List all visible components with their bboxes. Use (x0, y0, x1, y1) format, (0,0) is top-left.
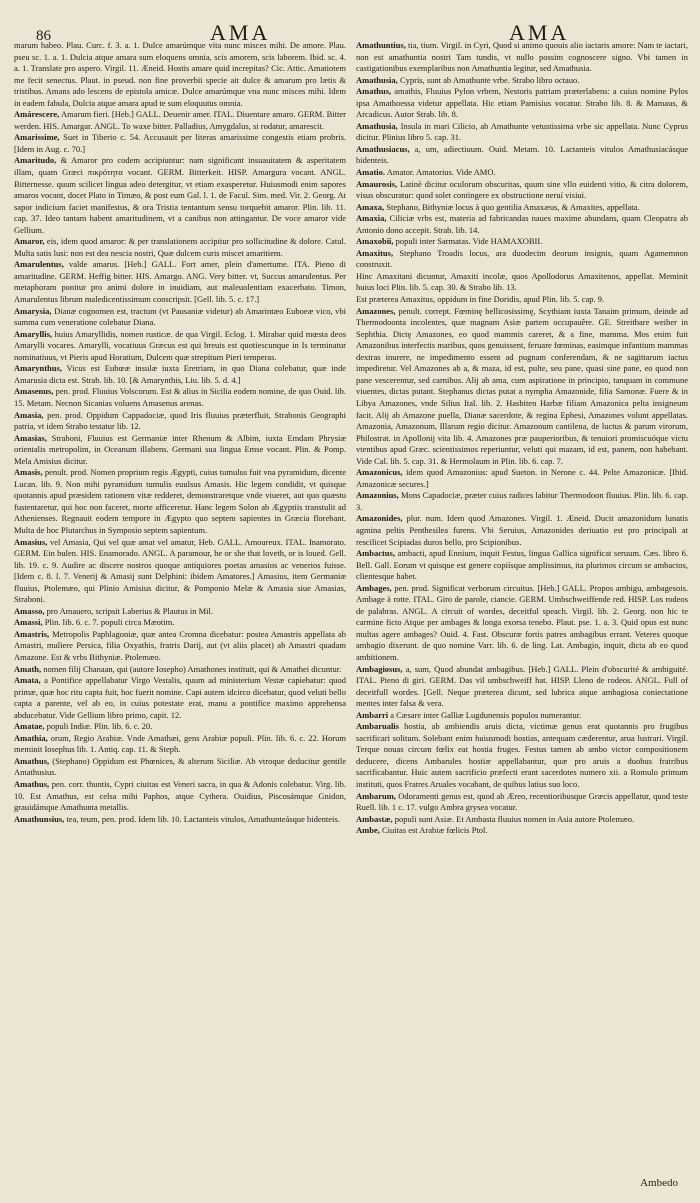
entry-headword: Amarysia, (14, 305, 52, 316)
dictionary-entry (14, 467, 346, 536)
entry-text: populi Indiæ. Plin. lib. 6. c. 20. (46, 721, 153, 732)
running-headword-right: AMA (509, 20, 570, 45)
entry-text: Cypris, sunt ab Amathunte vrbe. Strabo libro octauo. (399, 74, 580, 85)
entry-text: Dianæ cognomen est, tractum (vt Pausaniæ videtur) ab Amarintæo Euboeæ vico, vbi summa cum veneratione colebatur Diana. (14, 305, 346, 328)
dictionary-entry (356, 294, 688, 306)
entry-headword: Amathusiacus, (356, 143, 410, 154)
dictionary-entry (356, 721, 688, 790)
dictionary-entry (356, 664, 688, 710)
dictionary-entry (356, 213, 688, 236)
entry-headword: Ambages, (356, 582, 392, 593)
entry-headword: Amasenus, (14, 386, 54, 397)
entry-headword: Amasis, (14, 467, 43, 478)
dictionary-entry (14, 779, 346, 814)
dictionary-entry (14, 306, 346, 329)
running-headword-left: AMA (210, 20, 271, 45)
entry-text: Odoramenti genus est, quod ab Æreo, recentioribusque Græcis appellatur, quod teste Ruell. lib. 1 c. 17. vulgo Ambra grysea vocatur. (356, 790, 688, 813)
entry-headword: Amastris, (14, 628, 50, 639)
entry-headword: Amasso, (14, 605, 45, 616)
entry-text: (Stephano) Oppidum est Phœnices, & alterum Siciliæ. Ab vtroque deducitur gentile Amathusius. (14, 755, 346, 778)
entry-headword: Ambagiosus, (356, 663, 403, 674)
entry-headword: Amath, (14, 663, 42, 674)
entry-headword: Amaxa, (356, 201, 385, 212)
dictionary-entry (356, 490, 688, 513)
dictionary-entry (356, 306, 688, 468)
entry-text: a, sum, Quod abundat ambagibus. [Heb.] GALL. Plein d'obscurité & ambiguité. ITAL. Pieno di giri. GERM. Das vil umbschweiff hat. HISP. Lleno de rodeos. ANGL. Full of deceitfull wordes. [Gell. Neque præterea dicunt, sed lubrica atque ambagiosa coniectatione mentes inter falsa & vera. (356, 663, 688, 709)
entry-text: Insula in mari Cilicio, ab Amathunte vetustissima vrbe sic appellata. Nunc Cyprus dicitur. Plinius libro 5. cap. 31. (356, 120, 688, 143)
entry-text: a, um, adiectiuum. Ouid. Metam. 10. Lactanteis vitulos Amathusiacásque bidenteis. (356, 143, 688, 166)
entry-headword: Amathus, (356, 86, 392, 97)
dictionary-entry (14, 675, 346, 721)
dictionary-entry (14, 433, 346, 468)
entry-headword: Amathia, (14, 732, 48, 743)
entry-headword: Amaritudo, (14, 155, 57, 166)
entry-headword: Amathusia, (356, 120, 398, 131)
entry-headword: Amaror, (14, 236, 45, 247)
dictionary-entry (356, 583, 688, 664)
entry-text: pen. prod. Oppidum Cappadociæ, quod Iris fluuius præterfluit, Strabonis Geographi patria, vt idem Strabo testatur lib. 12. (14, 409, 346, 432)
entry-headword: Amaxobii, (356, 236, 394, 247)
entry-text: Metropolis Paphlagoniæ, quæ antea Cromna dicebatur: postea Amastris appellata ab Amastri, muliere Persica, filia Oxyathis, fratris Darij, aut (vt aliis placet) ab Amastri quadam Amazone. Est & vrbs Bithyniæ. Ptolemæo. (14, 628, 346, 662)
entry-text: Stephano Troadis locus, ara duodecim deorum insignis, quam Agamemnon construxit. (356, 247, 688, 270)
entry-headword: Ambastæ, (356, 813, 393, 824)
dictionary-entry (14, 410, 346, 433)
entry-headword: Amarissime, (14, 132, 60, 143)
entry-headword: Amathus, (14, 779, 50, 789)
entry-headword: Amasias, (14, 432, 47, 443)
dictionary-entry (356, 75, 688, 87)
dictionary-entry (356, 121, 688, 144)
dictionary-entry (14, 664, 346, 676)
entry-headword: Amata, (14, 675, 41, 686)
entry-headword: Amaxia, (356, 213, 387, 224)
entry-text: eis, idem quod amaror: & per translationem accipitur pro sollicitudine & dolore. Catul. Multa satis lusi: non est dea nescia nostri, Quæ dulcem curis miscet amaritiem. (14, 236, 346, 258)
entry-text: Vicus est Eubœæ insulæ iuxta Eretriam, in quo Diana colebatur, quæ inde Amarusia dicta est. Strab. lib. 10. [& Amarynthis, Liu. lib. 5. d. 4.] (14, 363, 346, 385)
entry-text: amathis, Fluuius Pylon vrbem, Nestoris patriam præterlabens: a cuius nomine Pylos ipsa Amathoessa videtur appellata. Hic etiam Pamisius vocatur. Strabo lib. 8. & Mamaus, & Arcadicus. Autor Strab. lib. 8. (356, 86, 688, 120)
entry-headword: Amathus, (14, 755, 50, 766)
entry-headword: Amathuntius, (356, 40, 406, 50)
entry-headword: Ambactus, (356, 548, 395, 559)
dictionary-entry (356, 202, 688, 214)
entry-text: pen. prod. Fluuius Volscorum. Est & alius in Sicilia eodem nomine, de quo Ouid. lib. 15. Metam. Necnon Sicanias voluens Amasenus arenas. (14, 386, 346, 408)
dictionary-entry (14, 155, 346, 236)
entry-text: populi inter Sarmatas. Vide HAMAXOBII. (395, 236, 543, 247)
dictionary-entry (356, 179, 688, 202)
dictionary-entry (14, 363, 346, 386)
entry-headword: Amazones, (356, 305, 396, 316)
dictionary-entry (14, 109, 346, 132)
entry-text: marum habeo. Plau. Curc. f. 3. a. 1. Dulce amarúmque vita nunc misces mihi. De amore. Plau. pseu sc. 1. a. 1. Dulcia atque amara sum eloquens omnia, scis amorem, scis laborem. Ibid. sc. 4. a. 1. Translate pro aspero. Virgil. 11. Æneid. Hostis amare quid increpitas? Cic. Attic. Amatiotem me fecit senectus. Plaut. in pseud. non fine proverbii specie ait dulce & amarum pro lætis & tristibus. Amans ado lescens de epistola amicæ. Dulce amarúmque vna nunc misces mihi. Idem in eadem fabula, Dulcia atque amara apud te sum eloquutus omnia. (14, 40, 346, 108)
entry-text: valde amarus. [Heb.] GALL. Fort amer, plein d'amertume. ITA. Pieno di amaritudine. GERM. Heffig bitter. HIS. Amargo. ANG. Very bitter. vt, Succus amarulentus. Per metaphoram ponitur pro animi dolore in inuidiam, aut maleuolentiam exacerbato. Timon, Amarulentus librum maledicentissimum conscripsit. [Gell. lib. 5. c. 17.] (14, 259, 346, 305)
entry-headword: Ambarri (356, 709, 389, 720)
entry-headword: Ambarualis (356, 721, 399, 732)
entry-text: Latinè dicitur oculorum obscuritas, quum sine vllo euidenti vitio, & citra dolorem, visus obscuratur: quod solet contingere ex obstructione neruí visiui. (356, 178, 688, 201)
entry-text: Ciliciæ vrbs est, materia ad fabricandas naues maxime abundans, quam Cleopatra ab Antonio dono accepit. Strab. lib. 14. (356, 213, 688, 235)
entry-text: pro Amauero, scripsit Laberius & Plautus in Mil. (46, 605, 214, 616)
dictionary-entry (356, 167, 688, 179)
dictionary-entry (14, 40, 346, 109)
entry-text: Ciuitas est Arabiæ fœlicis Ptol. (381, 825, 488, 836)
dictionary-entry (356, 467, 688, 490)
entry-headword: Ambarum, (356, 790, 396, 801)
dictionary-entry (14, 733, 346, 756)
entry-text: tea, teum, pen. prod. Idem lib. 10. Lactanteis vitulos, Amathunteásque bidenteis. (66, 813, 340, 824)
entry-headword: Amatio. (356, 167, 386, 178)
entry-text: plur. num. Idem quod Amazones. Virgil. 1. Æneid. Ducit amazonidum lunatis agmina peltis Penthesilea furens. Vbi Seruius, Amazonides deriuatio est pro principali at rescilicet Scipiadas duros bello, pro Scipionibus. (356, 513, 688, 547)
dictionary-entry (14, 132, 346, 155)
dictionary-entry (14, 756, 346, 779)
entry-headword: Amarulentus, (14, 259, 64, 270)
entry-headword: Amatae, (14, 721, 45, 732)
entry-text: Straboni, Fluuius est Germaniæ inter Rhenum & Albim, iuxta Emdam Phrysiæ orientalis metropolim, in Oceanum illabens. Germani sua lingua Emse vocant. Plin. & Pomp. Mela Amisius dicitur. (14, 432, 346, 466)
dictionary-entry (356, 791, 688, 814)
page-number: 86 (36, 28, 51, 44)
entry-headword: Amaxitus, (356, 247, 394, 258)
entry-text: a Pontifice appellabatur Virgo Vestalis, quum ad ministerium Vestæ capiebatur: quod primæ, quæ hoc ritu capta fuit, hoc fuerit nomine. Capi autem idcirco dicebatur, quod veluti bello capta a parente, vel ab eo, in cuius potestate erat, manu a pontifice maximo apprehensa abducebatur. Vide Gellium libro primo, capit. 12. (14, 675, 346, 720)
dictionary-entry (356, 271, 688, 294)
entry-headword: Amathunsius, (14, 813, 65, 824)
dictionary-entry (14, 236, 346, 259)
dictionary-entry (14, 386, 346, 409)
entry-text: Amarum fieri. [Heb.] GALL. Deuenir amer. ITAL. Diuentare amaro. GERM. Bitter werden. HIS. Amargar. ANGL. To waxe bitter. Palladius, Amygdalus, si rodatur, amarescit. (14, 109, 346, 131)
entry-text: hostia, ab ambiendis aruis dicta, victimæ genus erat quotannis pro frugibus sacrificari solitum. Solebant enim huiusmodi hostias, antequam cæderentur, arua lustrari. Virgil. Terque nouas circum fœlix eat hostia fruges. Festus tamen ab ambo victor compositionem deducere, dicens Ambarules hostiæ appellabantur, quæ pro aruis a duobus fratribus sacrificabantur. Huic autem sacrificio præfecti erant sacerdotes numero xii. a Romulo primum instituti, quos Fratres Aruales vocabant, de quibus latius suo loco. (356, 721, 688, 789)
entry-headword: Amarynthus, (14, 363, 62, 374)
entry-text: Mons Capadociæ, præter cuius radices labitur Thermodoon fluuius. Plin. lib. 6. cap. 3. (356, 490, 688, 512)
dictionary-entry (14, 721, 346, 733)
dictionary-entry (14, 617, 346, 629)
entry-headword: Ambe, (356, 825, 380, 836)
catchword: Ambedo (640, 1177, 678, 1189)
dictionary-entry (356, 710, 688, 722)
entry-headword: Amaurosis, (356, 178, 398, 189)
entry-headword: Amárescere, (14, 109, 60, 120)
entry-text: Stephano, Bithyniæ locus à quo gentilia Amaxæus, & Amaxites, appellata. (386, 201, 640, 212)
entry-headword: Amaryllis, (14, 328, 53, 339)
entry-text: a Cæsare inter Galliæ Lugdunensis populos numerantur. (390, 709, 582, 720)
entry-headword: Amasius, (14, 536, 48, 547)
entry-text: penult. prod. Nomen proprium regis Ægypti, cuius tumulus fuit vna pyramidum, dicente Lucan. lib. 9. Non mihi pyramidum tumulis euulsus Amasis. Hic legem condidit, vt quisque quotannis apud præsidem rationem vitæ redderet, demonstraretque vnde viueret, aut quo quæstu fustentaretur, qui hoc non faceret, morte afficeretur. Hanc legem Solon ab Ægyptiis transtulit ad Athenienses. Regnauit eodem tempore in Ægypto quo septem sapientes in Græcia florebant. Multa de hoc Plutarchus in Symposio septem sapientum. (14, 467, 346, 535)
dictionary-entry (356, 513, 688, 548)
entry-text: populi sunt Asiæ. Et Ambasta fluuius nomen in Asia autore Ptolemæo. (394, 813, 635, 824)
entry-text: huius Amaryllidis, nomen rusticæ. de qua Virgil. Eclog. 1. Mirabar quid mœsta deos Amarylli vocares. Amarylli, vocatiuus Græcus est qui breuis est quotiescunque in Is terminatur nominatiuus, vt Pieris apud Horatium, Dulcem quæ strepitum Pieri temperas. (14, 328, 346, 362)
entry-text: Plin. lib. 6. c. 7. populi circa Mæotim. (44, 617, 175, 628)
entry-text: nomen filij Chanaan, qui (autore Iosepho) Amathones instituit, qui & Amathei dicuntur. (43, 663, 342, 674)
entry-text: Suet in Tiberio c. 54. Accusauit per literas amarissime congestis etiam probris. [Idem in Aug. c. 70.] (14, 132, 346, 154)
right-column (356, 40, 688, 1192)
dictionary-entry (14, 629, 346, 664)
dictionary-entry (14, 329, 346, 364)
entry-text: ambacti, apud Ennium, inquit Festus, lingua Gallica significat seruum. Cæs. libro 6. Bell. Gall. Eorum vt quisque est genere copiísque amplissimus, ita plurimos circum se ambactos, clientesque habet. (356, 548, 688, 582)
entry-headword: Amathusia, (356, 74, 398, 85)
entry-text: pen. corr. thuntis, Cypri ciuitas est Veneri sacra, in qua & Adonis colebatur. Virg. lib. 10. Est Amathus, est celsa mihi Paphos, atque Cythera. Ouidius, Piscosámque Gnidon, grauidámque Amathunta metallis. (14, 779, 346, 813)
dictionary-entry (14, 537, 346, 606)
entry-text: penult. corrept. Fœminę bellicosissimę, Scythiam iuxta Tanaim primum, deinde ad Thermodoonta incolentes, quæ magnam Asiæ partem occupauêre. GE. Streitbare weiber in Sephthia. Dictę Amazones, eo quod mammis careret, & a fine, mamma. Mos enim fuit Amazonibus interfectis maribus, quos genuissent, feruare fœminas, easimque infantium mammas dextras inurere, ne impedimento essent ad pugnam conferendam, & ne sagittarum iactus impediretur. Vel Amazones ab a, & maza, id est, pulte, seu pane, quasi sine pane, eo quod non pane vescerentur, sed carnibus. Alij ab ama, cum aspiratione in principio, tanquam in commune viuentes, dictas putant. Stephanus dictas putat a nympha Amazonide, filia Samonæ. Fuere & in Libya Amazones, vnde Silius Ital. lib. 2. Hasbiten Harbæ filiam Amazonica pelta insigneum facit. Alij ab Amazone puella, Dianæ sacerdote, & regina Ephesi, Amazones volunt appellatas. Amazonia, Amazonum, Illarum regio dicitur. Amazonum cantilena, de luctus & parum virorum, Philostrat. in Apollonij vita lib. 4. Amazones præ pauperioribus, & tenuiori promiscuóque victu vtentibus apud Græc. scientissimos reperiuntur, veluti qui mazam, id est, panem, non habebant. Vide Cal. lib. 5. cap. 31. & Hermolaum in Plin. lib. 6. cap. 7. (356, 305, 688, 466)
dictionary-entry (356, 236, 688, 248)
dictionary-entry (356, 814, 688, 826)
dictionary-entry (356, 548, 688, 583)
dictionary-entry (14, 814, 346, 826)
entry-headword: Amazonides, (356, 513, 403, 524)
entry-text: tia, tium. Virgil. in Cyri, Quod si animo quouis alio iactaris amore: Nam te iactari, non est amathuntia nostri Tam tundis, vt nullo possim cognoscere signo. Vbi tamen in castigationibus exemplaribus non Amathuntia legitur, sed Amathusia. (356, 40, 688, 74)
entry-text: Amator. Amatorius. Vide AMO. (386, 167, 496, 178)
entry-text: Est præterea Amaxitus, oppidum in fine Doridis, apud Plin. lib. 5. cap. 9. (356, 294, 605, 305)
entry-headword: Amassi, (14, 617, 43, 628)
entry-headword: Amasia, (14, 409, 44, 420)
dictionary-entry (356, 825, 688, 837)
entry-headword: Amazonius, (356, 490, 399, 501)
dictionary-entry (14, 606, 346, 618)
left-column (14, 40, 346, 1192)
entry-headword: Amazonicus, (356, 467, 403, 478)
entry-text: orum, Regio Arabiæ. Vnde Amathæi, gens Arabiæ populi. Plin. lib. 6. c. 22. Horum meminit Iosephus lib. 1. Antiq. cap. 11. & Steph. (14, 732, 346, 755)
entry-text: vel Amasia, Qui vel quæ amat vel amatur, Heb. GALL. Amoureux. ITAL. Inamorato. GERM. Ein bulen. HIS. Enamorado. ANGL. A paramour, he or she that loveth, or is loued. Gell. lib. 19. c. 9. Audire ac discere nostros quoque antiquiores poetas amasios ac venerios fuisse. [Idem c. 8. l. 7. Venerij & Amasij sunt Delphini: ibidem Amatores.] Amasius, item Germaniæ fluuius, Ptolemæo, qui Plinio Amisius dicitur, & Pomponio Melæ & Amasia siue Amasias, Straboni. (14, 536, 346, 605)
dictionary-entry (356, 248, 688, 271)
entry-text: & Amaror pro codem accipiuntur: nam significant insuauitatem & asperitatem illam, quam Græci πικρότητα vocant. GERM. Bitterkeit. HISP. Amargura vocant. ANGL. Bitternesse. quum scilicet lingua adeo detergitur, vt etiam exasperetur. Huiusmodi enim sapores amaros vocant, docet Plato in Timæo, & post eum Gal. l. 1. de Facul. Sim. med. Vir. 2. Georg. At sapor indicium faciet manifestus, & ora Tristia tentantum sensu torquebit amaror. Plin. lib. 11. cap. 37. Ideo tantam habent amaritudinem, vt a canibus non attingantur. De voce amaror vide Gellium. (14, 155, 346, 235)
dictionary-entry (356, 144, 688, 167)
entry-text: pen. prod. Significat verborum circuitus. [Heb.] GALL. Propos ambigu, ambagesois. Ambage à rotte. ITAL. Giro de parole, ciancie. GERM. Umbschweiffende red. HISP. Los rodeos de palabras. ANGL. A circuit of wordes, deceitful speach. Virgil. lib. 2. Georg. non hic te carmine ficto Atque per ambages & longa exorsa tenebo. Plaut. pse. 1. a. 3. Quid opus est nunc multas agere ambages? Ouid. 4. Fast. Obscuræ fortis patres ambagibus errant. Veteres quoque ambagio dixerunt. de quo nomine Varr. lib. 6. de ling. Lat. Ambagio, inquit, dicta ab eo quod ambitionem. (356, 582, 688, 662)
dictionary-entry (14, 259, 346, 305)
entry-text: Hinc Amaxitani dicuntur, Amaxiti incolæ, quos Apollodorus Amaxitenos, appellat. Meminit huius loci Plin. lib. 5. cap. 30. & Strabo lib. 13. (356, 270, 688, 293)
two-column-body (14, 40, 688, 1192)
dictionary-entry (356, 86, 688, 121)
entry-text: idem quod Amazonius: apud Sueton. in Nerone c. 44. Pelte Amazonicæ. [Ibid. Amazonicæ secures.] (356, 467, 688, 489)
